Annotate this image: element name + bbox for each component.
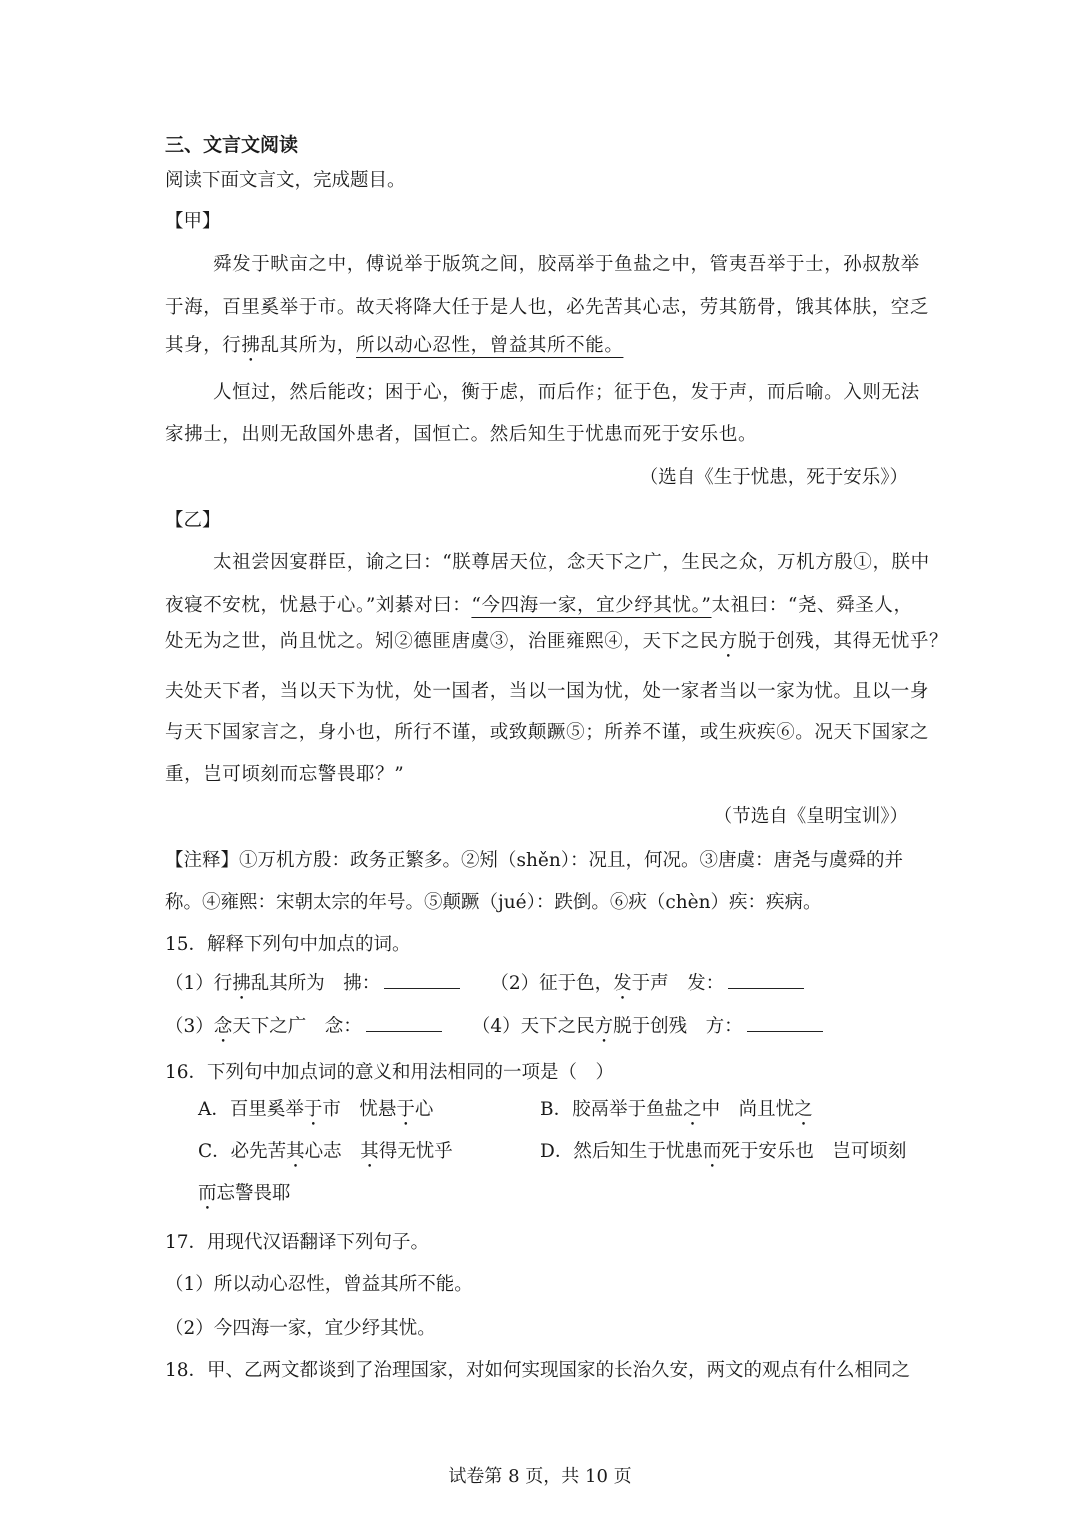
q15-row: （1）行拂乱其所为 拂： （2）征于色，发于声 发： (165, 970, 808, 1004)
yi-label: 【乙】 (165, 510, 221, 531)
q17-item: （1）所以动心忍性，曾益其所不能。 (165, 1274, 473, 1295)
q16-option-a[interactable]: A．百里奚举于市 忧悬于心 (198, 1099, 434, 1120)
answer-blank[interactable] (384, 970, 460, 989)
jia-source: （选自《生于忧患，死于安乐》） (639, 467, 908, 488)
jia-text-line: 舜发于畎亩之中，傅说举于版筑之间，胶鬲举于鱼盐之中，管夷吾举于士，孙叔敖举 (213, 254, 920, 275)
underlined-sentence: 所以动心忍性，曾益其所不能。 (356, 335, 624, 356)
yi-text-line: 太祖尝因宴群臣，谕之曰：“朕尊居天位，念天下之广，生民之众，万机方殷①，朕中 (213, 552, 930, 573)
underlined-sentence: “今四海一家，宜少纾其忧。” (471, 595, 712, 616)
q16-stem: 16．下列句中加点词的意义和用法相同的一项是（ ） (165, 1062, 615, 1083)
q17-stem: 17．用现代汉语翻译下列句子。 (165, 1232, 430, 1253)
q15-stem: 15．解释下列句中加点的词。 (165, 934, 411, 955)
q15-row: （3）念天下之广 念： （4）天下之民方脱于创残 方： (165, 1013, 827, 1047)
yi-source: （节选自《皇明宝训》） (713, 806, 908, 827)
jia-text-line: 家拂士，出则无敌国外患者，国恒亡。然后知生于忧患而死于安乐也。 (165, 424, 758, 445)
page-footer: 试卷第 8 页，共 10 页 (448, 1466, 632, 1487)
q17-item: （2）今四海一家，宜少纾其忧。 (165, 1318, 436, 1339)
dotted-word: 方 (718, 631, 739, 652)
answer-blank[interactable] (366, 1013, 442, 1032)
q18-stem: 18．甲、乙两文都谈到了治理国家，对如何实现国家的长治久安，两文的观点有什么相同之 (165, 1360, 911, 1381)
section-title: 三、文言文阅读 (165, 134, 299, 156)
jia-text-line: 人恒过，然后能改；困于心，衡于虑，而后作；征于色，发于声，而后喻。入则无法 (213, 382, 920, 403)
yi-text-line: 重，岂可顷刻而忘警畏耶？” (165, 764, 405, 785)
yi-text-line: 处无为之世，尚且忧之。矧②德匪唐虞③，治匪雍熙④，天下之民方脱于创残，其得无忧乎？ (165, 631, 949, 652)
dotted-word: 拂 (241, 335, 261, 356)
notes-line: 【注释】①万机方殷：政务正繁多。②矧（shěn）：况且，何况。③唐虞：唐尧与虞舜的并 (165, 850, 904, 871)
jia-text-line: 其身，行拂乱其所为，所以动心忍性，曾益其所不能。 (165, 335, 624, 356)
notes-line: 称。④雍熙：宋朝太宗的年号。⑤颠蹶（jué）：跌倒。⑥疢（chèn）疾：疾病。 (165, 892, 822, 913)
q16-option-c[interactable]: C．必先苦其心志 其得无忧乎 (198, 1141, 453, 1162)
q16-option-d[interactable]: D．然后知生于忧患而死于安乐也 岂可顷刻 (540, 1141, 907, 1162)
yi-text-line: 与天下国家言之，身小也，所行不谨，或致颠蹶⑤；所养不谨，或生疢疾⑥。况天下国家之 (165, 722, 930, 743)
jia-label: 【甲】 (165, 211, 221, 232)
instruction: 阅读下面文言文，完成题目。 (165, 170, 406, 191)
yi-text-line: 夜寝不安枕，忧悬于心。”刘綦对曰：“今四海一家，宜少纾其忧。”太祖曰：“尧、舜圣人， (165, 595, 913, 616)
yi-text-line: 夫处天下者，当以天下为忧，处一国者，当以一国为忧，处一家者当以一家为忧。且以一身 (165, 681, 930, 702)
answer-blank[interactable] (728, 970, 804, 989)
jia-text-line: 于海，百里奚举于市。故天将降大任于是人也，必先苦其心志，劳其筋骨，饿其体肤，空乏 (165, 297, 930, 318)
q16-option-b[interactable]: B．胶鬲举于鱼盐之中 尚且忧之 (540, 1099, 813, 1120)
answer-blank[interactable] (747, 1013, 823, 1032)
q16-option-d-cont: 而忘警畏耶 (198, 1183, 291, 1204)
